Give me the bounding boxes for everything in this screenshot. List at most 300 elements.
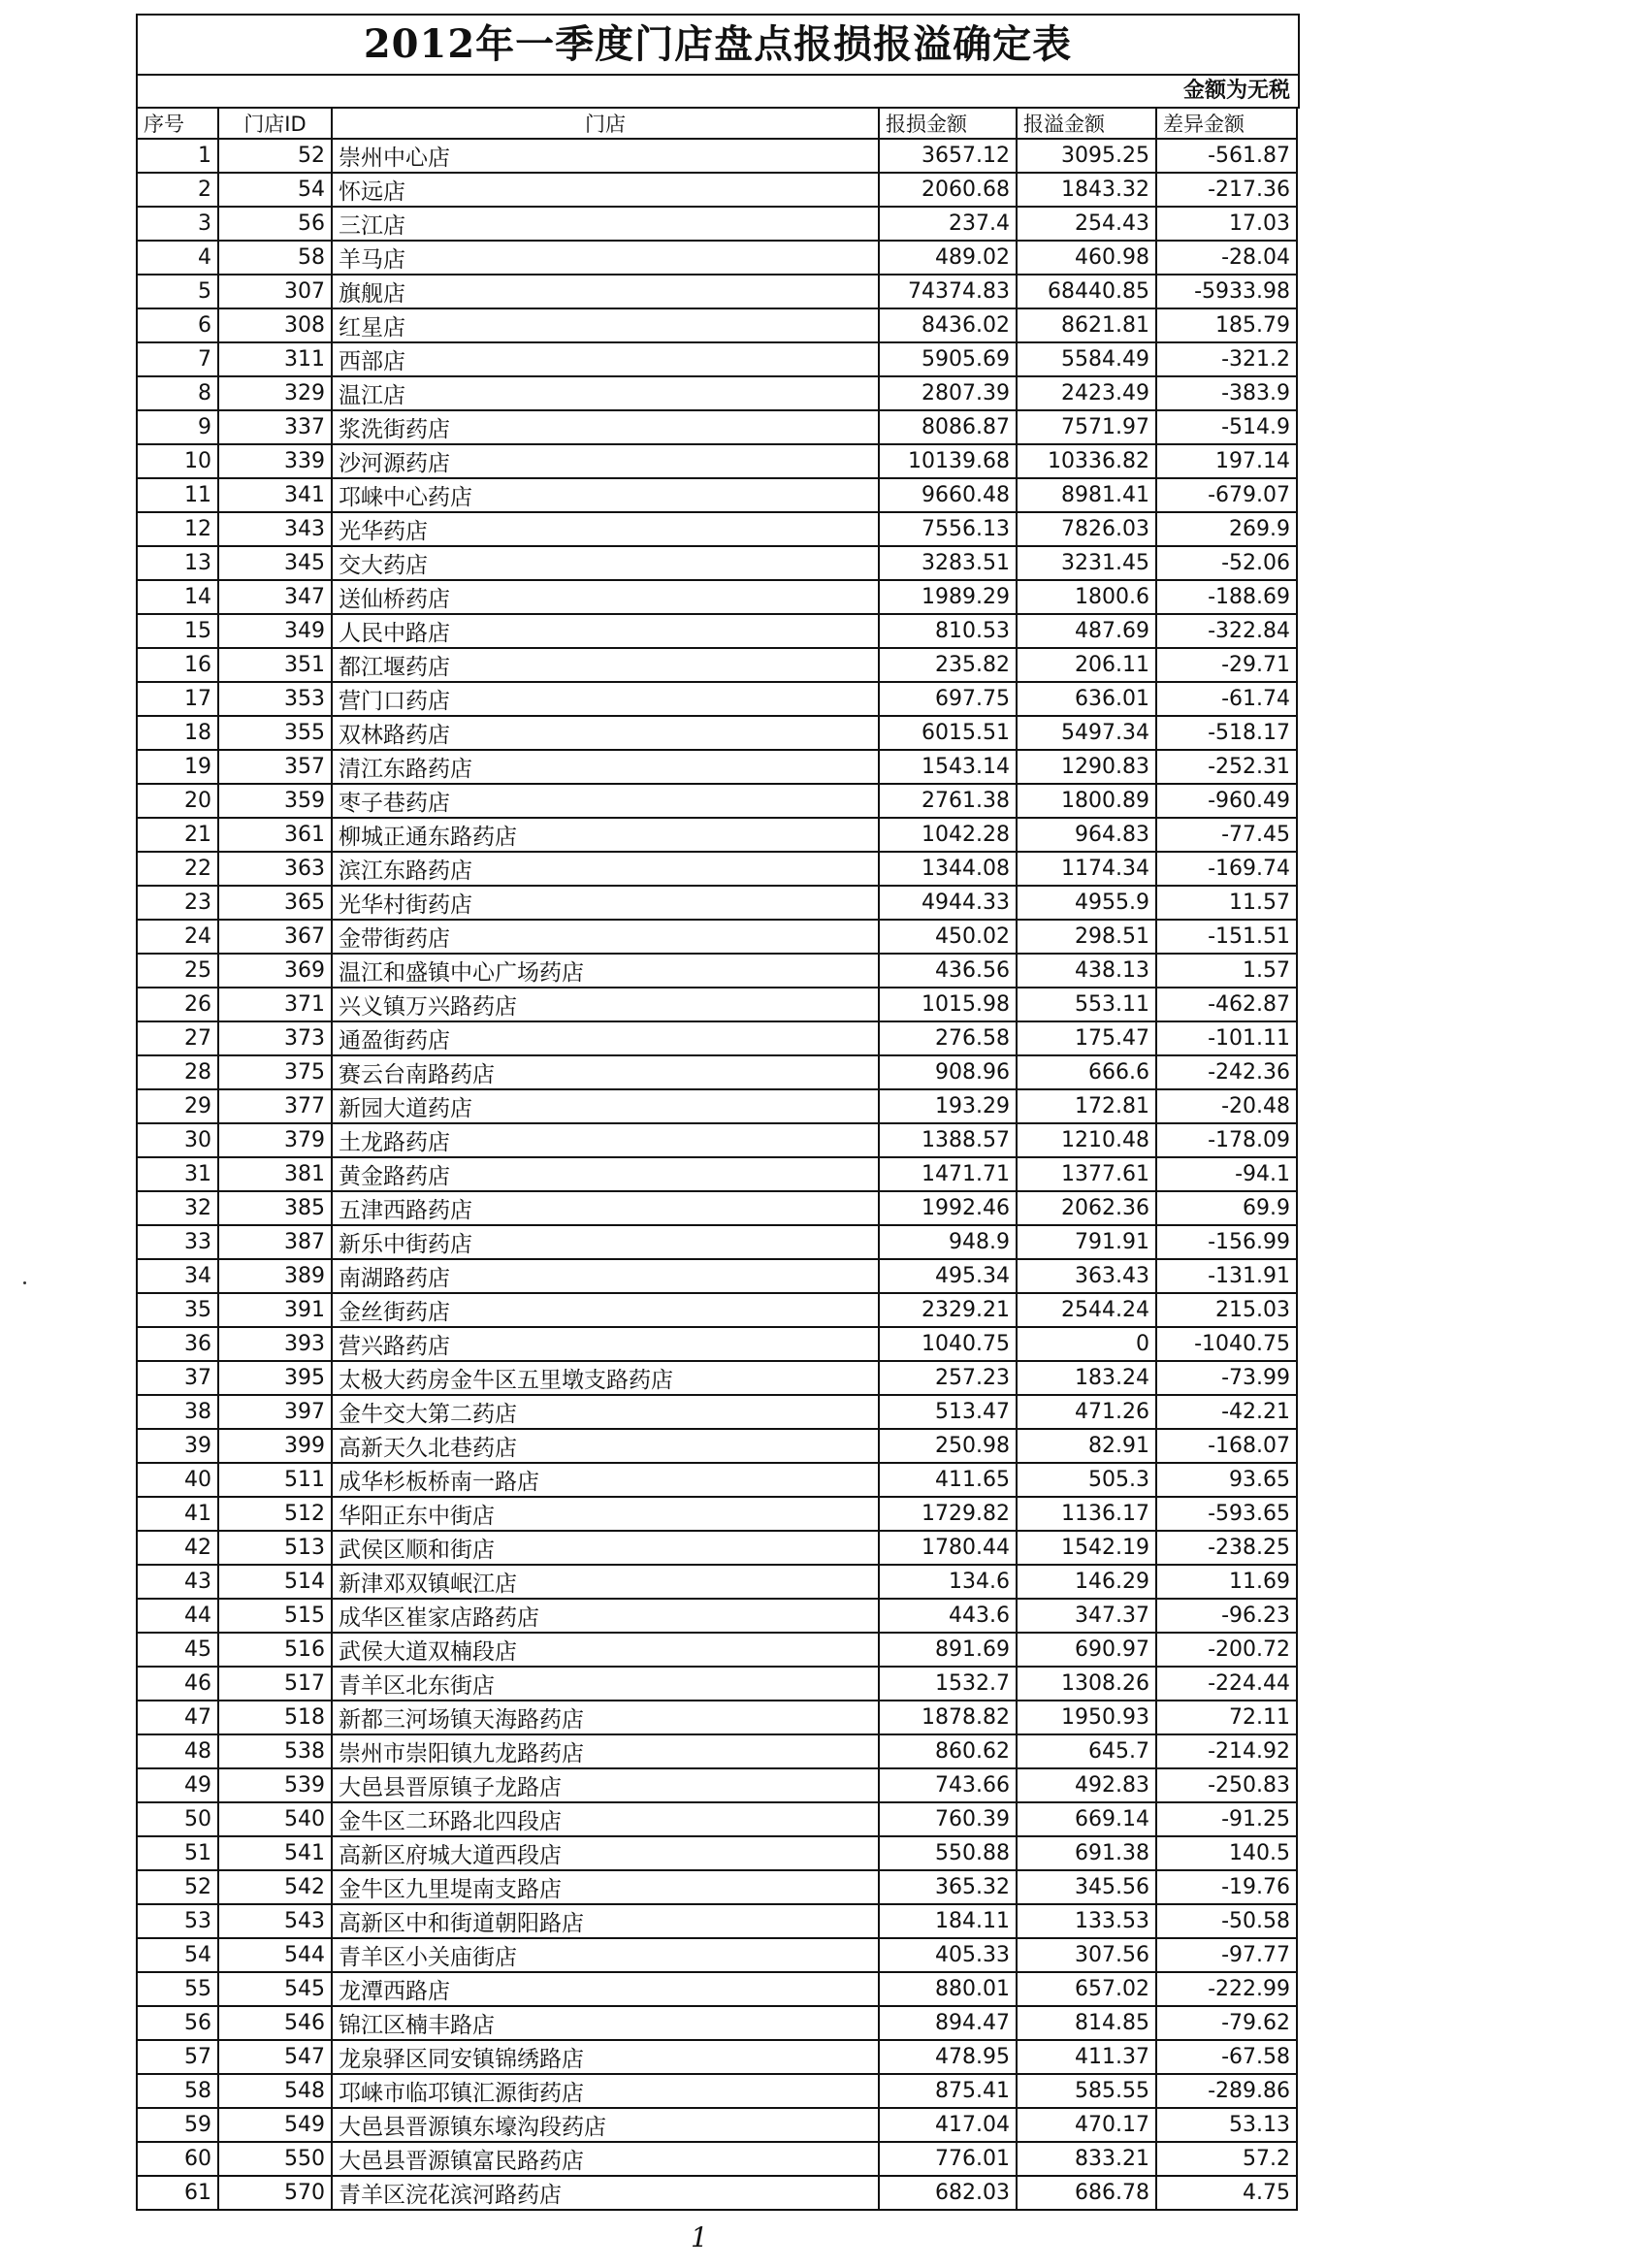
cell-seq: 26: [137, 988, 218, 1021]
cell-store-name: 武侯区顺和街店: [332, 1531, 879, 1565]
cell-diff-amount: 185.79: [1156, 308, 1297, 342]
cell-gain-amount: 553.11: [1017, 988, 1156, 1021]
cell-gain-amount: 1290.83: [1017, 750, 1156, 784]
cell-store-id: 355: [218, 716, 332, 750]
cell-diff-amount: -5933.98: [1156, 275, 1297, 308]
cell-loss-amount: 2060.68: [879, 173, 1017, 207]
cell-store-name: 红星店: [332, 308, 879, 342]
cell-store-id: 395: [218, 1361, 332, 1395]
cell-store-id: 373: [218, 1021, 332, 1055]
cell-store-id: 512: [218, 1497, 332, 1531]
cell-seq: 12: [137, 512, 218, 546]
cell-seq: 17: [137, 682, 218, 716]
cell-diff-amount: -1040.75: [1156, 1327, 1297, 1361]
cell-diff-amount: -77.45: [1156, 818, 1297, 852]
cell-diff-amount: -383.9: [1156, 376, 1297, 410]
cell-loss-amount: 489.02: [879, 241, 1017, 275]
table-row: [137, 1293, 1297, 1327]
cell-seq: 21: [137, 818, 218, 852]
cell-loss-amount: 443.6: [879, 1599, 1017, 1633]
cell-seq: 61: [137, 2176, 218, 2210]
cell-diff-amount: -188.69: [1156, 580, 1297, 614]
scan-mark: [23, 1281, 26, 1284]
cell-store-name: 羊马店: [332, 241, 879, 275]
cell-store-id: 514: [218, 1565, 332, 1599]
table-row: [137, 275, 1297, 308]
cell-gain-amount: 471.26: [1017, 1395, 1156, 1429]
cell-store-name: 浆洗街药店: [332, 410, 879, 444]
cell-seq: 47: [137, 1701, 218, 1734]
cell-diff-amount: -101.11: [1156, 1021, 1297, 1055]
cell-gain-amount: 68440.85: [1017, 275, 1156, 308]
cell-store-name: 枣子巷药店: [332, 784, 879, 818]
cell-diff-amount: -151.51: [1156, 920, 1297, 954]
table-row: [137, 342, 1297, 376]
cell-store-name: 土龙路药店: [332, 1123, 879, 1157]
table-row: [137, 852, 1297, 886]
cell-seq: 19: [137, 750, 218, 784]
cell-diff-amount: -518.17: [1156, 716, 1297, 750]
cell-store-name: 华阳正东中街店: [332, 1497, 879, 1531]
cell-loss-amount: 8086.87: [879, 410, 1017, 444]
table-row: [137, 818, 1297, 852]
cell-seq: 13: [137, 546, 218, 580]
cell-diff-amount: 69.9: [1156, 1191, 1297, 1225]
cell-store-name: 温江店: [332, 376, 879, 410]
cell-diff-amount: -91.25: [1156, 1802, 1297, 1836]
cell-seq: 43: [137, 1565, 218, 1599]
cell-diff-amount: -94.1: [1156, 1157, 1297, 1191]
cell-diff-amount: -561.87: [1156, 139, 1297, 173]
table-row: [137, 376, 1297, 410]
unit-note: 金额为无税: [138, 76, 1298, 109]
cell-gain-amount: 1174.34: [1017, 852, 1156, 886]
table-row: [137, 920, 1297, 954]
cell-loss-amount: 1388.57: [879, 1123, 1017, 1157]
cell-diff-amount: 11.69: [1156, 1565, 1297, 1599]
cell-loss-amount: 760.39: [879, 1802, 1017, 1836]
cell-seq: 23: [137, 886, 218, 920]
cell-seq: 32: [137, 1191, 218, 1225]
cell-diff-amount: 57.2: [1156, 2142, 1297, 2176]
cell-store-id: 308: [218, 308, 332, 342]
table-row: [137, 1870, 1297, 1904]
cell-diff-amount: -217.36: [1156, 173, 1297, 207]
cell-diff-amount: -960.49: [1156, 784, 1297, 818]
cell-store-id: 570: [218, 2176, 332, 2210]
cell-diff-amount: -224.44: [1156, 1667, 1297, 1701]
cell-store-id: 548: [218, 2074, 332, 2108]
cell-store-id: 517: [218, 1667, 332, 1701]
cell-gain-amount: 172.81: [1017, 1089, 1156, 1123]
cell-gain-amount: 5584.49: [1017, 342, 1156, 376]
cell-diff-amount: 4.75: [1156, 2176, 1297, 2210]
cell-store-id: 345: [218, 546, 332, 580]
cell-diff-amount: -178.09: [1156, 1123, 1297, 1157]
cell-store-name: 营门口药店: [332, 682, 879, 716]
cell-store-name: 龙潭西路店: [332, 1972, 879, 2006]
cell-loss-amount: 1015.98: [879, 988, 1017, 1021]
cell-loss-amount: 1344.08: [879, 852, 1017, 886]
cell-store-id: 371: [218, 988, 332, 1021]
cell-gain-amount: 1843.32: [1017, 173, 1156, 207]
table-row: [137, 1259, 1297, 1293]
cell-loss-amount: 10139.68: [879, 444, 1017, 478]
table-row: [137, 1055, 1297, 1089]
cell-store-name: 兴义镇万兴路药店: [332, 988, 879, 1021]
column-header-gain: 报溢金额: [1017, 108, 1156, 139]
cell-seq: 55: [137, 1972, 218, 2006]
cell-seq: 56: [137, 2006, 218, 2040]
column-header-diff: 差异金额: [1156, 108, 1297, 139]
cell-store-name: 三江店: [332, 207, 879, 241]
cell-store-name: 大邑县晋源镇东壕沟段药店: [332, 2108, 879, 2142]
cell-gain-amount: 3095.25: [1017, 139, 1156, 173]
cell-store-id: 385: [218, 1191, 332, 1225]
cell-seq: 36: [137, 1327, 218, 1361]
cell-store-name: 成华杉板桥南一路店: [332, 1463, 879, 1497]
cell-store-id: 375: [218, 1055, 332, 1089]
table-row: [137, 1327, 1297, 1361]
table-row: [137, 750, 1297, 784]
cell-store-id: 389: [218, 1259, 332, 1293]
cell-seq: 53: [137, 1904, 218, 1938]
cell-loss-amount: 682.03: [879, 2176, 1017, 2210]
cell-gain-amount: 206.11: [1017, 648, 1156, 682]
cell-store-name: 怀远店: [332, 173, 879, 207]
cell-seq: 6: [137, 308, 218, 342]
cell-loss-amount: 6015.51: [879, 716, 1017, 750]
cell-store-name: 崇州市崇阳镇九龙路药店: [332, 1734, 879, 1768]
cell-diff-amount: -322.84: [1156, 614, 1297, 648]
table-row: [137, 1191, 1297, 1225]
table-row: [137, 1734, 1297, 1768]
cell-diff-amount: -97.77: [1156, 1938, 1297, 1972]
table-row: [137, 886, 1297, 920]
cell-seq: 42: [137, 1531, 218, 1565]
cell-store-name: 武侯大道双楠段店: [332, 1633, 879, 1667]
cell-seq: 24: [137, 920, 218, 954]
cell-seq: 5: [137, 275, 218, 308]
cell-seq: 28: [137, 1055, 218, 1089]
cell-loss-amount: 1878.82: [879, 1701, 1017, 1734]
cell-gain-amount: 1210.48: [1017, 1123, 1156, 1157]
cell-seq: 40: [137, 1463, 218, 1497]
cell-seq: 60: [137, 2142, 218, 2176]
cell-gain-amount: 1377.61: [1017, 1157, 1156, 1191]
cell-seq: 52: [137, 1870, 218, 1904]
cell-store-id: 540: [218, 1802, 332, 1836]
cell-store-name: 通盈街药店: [332, 1021, 879, 1055]
table-row: [137, 2108, 1297, 2142]
cell-gain-amount: 1800.6: [1017, 580, 1156, 614]
cell-loss-amount: 134.6: [879, 1565, 1017, 1599]
table-row: [137, 410, 1297, 444]
table-row: [137, 1429, 1297, 1463]
cell-store-id: 363: [218, 852, 332, 886]
cell-seq: 38: [137, 1395, 218, 1429]
cell-store-id: 545: [218, 1972, 332, 2006]
cell-store-name: 交大药店: [332, 546, 879, 580]
cell-seq: 58: [137, 2074, 218, 2108]
table-row: [137, 478, 1297, 512]
cell-store-id: 367: [218, 920, 332, 954]
cell-store-name: 双林路药店: [332, 716, 879, 750]
cell-store-name: 金带街药店: [332, 920, 879, 954]
cell-store-name: 人民中路店: [332, 614, 879, 648]
table-row: [137, 682, 1297, 716]
cell-store-id: 381: [218, 1157, 332, 1191]
cell-seq: 30: [137, 1123, 218, 1157]
table-row: [137, 784, 1297, 818]
table-row: [137, 546, 1297, 580]
cell-seq: 34: [137, 1259, 218, 1293]
cell-store-name: 温江和盛镇中心广场药店: [332, 954, 879, 988]
cell-diff-amount: -679.07: [1156, 478, 1297, 512]
cell-store-name: 沙河源药店: [332, 444, 879, 478]
cell-store-name: 青羊区小关庙街店: [332, 1938, 879, 1972]
cell-diff-amount: -252.31: [1156, 750, 1297, 784]
cell-store-name: 赛云台南路药店: [332, 1055, 879, 1089]
cell-store-name: 青羊区浣花滨河路药店: [332, 2176, 879, 2210]
cell-seq: 57: [137, 2040, 218, 2074]
cell-gain-amount: 4955.9: [1017, 886, 1156, 920]
cell-store-id: 307: [218, 275, 332, 308]
table-body: [137, 139, 1297, 2210]
cell-gain-amount: 470.17: [1017, 2108, 1156, 2142]
cell-store-name: 南湖路药店: [332, 1259, 879, 1293]
cell-store-name: 龙泉驿区同安镇锦绣路店: [332, 2040, 879, 2074]
cell-store-id: 544: [218, 1938, 332, 1972]
cell-store-id: 546: [218, 2006, 332, 2040]
cell-store-name: 邛崃市临邛镇汇源街药店: [332, 2074, 879, 2108]
cell-seq: 27: [137, 1021, 218, 1055]
cell-gain-amount: 657.02: [1017, 1972, 1156, 2006]
cell-gain-amount: 7826.03: [1017, 512, 1156, 546]
cell-gain-amount: 254.43: [1017, 207, 1156, 241]
cell-store-id: 538: [218, 1734, 332, 1768]
cell-diff-amount: -169.74: [1156, 852, 1297, 886]
cell-diff-amount: -250.83: [1156, 1768, 1297, 1802]
cell-store-name: 金牛区九里堤南支路店: [332, 1870, 879, 1904]
cell-loss-amount: 1040.75: [879, 1327, 1017, 1361]
cell-loss-amount: 5905.69: [879, 342, 1017, 376]
cell-seq: 20: [137, 784, 218, 818]
cell-store-id: 343: [218, 512, 332, 546]
cell-gain-amount: 298.51: [1017, 920, 1156, 954]
cell-loss-amount: 276.58: [879, 1021, 1017, 1055]
cell-store-name: 金牛交大第二药店: [332, 1395, 879, 1429]
cell-gain-amount: 345.56: [1017, 1870, 1156, 1904]
column-header-store-id: 门店ID: [218, 108, 332, 139]
table-row: [137, 1565, 1297, 1599]
cell-loss-amount: 880.01: [879, 1972, 1017, 2006]
cell-loss-amount: 1729.82: [879, 1497, 1017, 1531]
cell-loss-amount: 495.34: [879, 1259, 1017, 1293]
cell-store-id: 361: [218, 818, 332, 852]
cell-store-name: 新乐中街药店: [332, 1225, 879, 1259]
cell-store-name: 清江东路药店: [332, 750, 879, 784]
table-row: [137, 308, 1297, 342]
cell-diff-amount: -29.71: [1156, 648, 1297, 682]
table-row: [137, 1021, 1297, 1055]
table-row: [137, 954, 1297, 988]
header-row: [137, 108, 1297, 139]
table-row: [137, 1904, 1297, 1938]
cell-store-id: 539: [218, 1768, 332, 1802]
cell-gain-amount: 2423.49: [1017, 376, 1156, 410]
cell-store-id: 391: [218, 1293, 332, 1327]
cell-store-id: 347: [218, 580, 332, 614]
cell-loss-amount: 3283.51: [879, 546, 1017, 580]
cell-store-id: 547: [218, 2040, 332, 2074]
cell-diff-amount: 140.5: [1156, 1836, 1297, 1870]
cell-seq: 35: [137, 1293, 218, 1327]
cell-diff-amount: 72.11: [1156, 1701, 1297, 1734]
cell-diff-amount: -20.48: [1156, 1089, 1297, 1123]
cell-store-id: 54: [218, 173, 332, 207]
cell-loss-amount: 250.98: [879, 1429, 1017, 1463]
cell-gain-amount: 636.01: [1017, 682, 1156, 716]
cell-store-id: 549: [218, 2108, 332, 2142]
cell-seq: 54: [137, 1938, 218, 1972]
cell-seq: 25: [137, 954, 218, 988]
cell-store-name: 西部店: [332, 342, 879, 376]
cell-store-id: 541: [218, 1836, 332, 1870]
cell-gain-amount: 2062.36: [1017, 1191, 1156, 1225]
table-row: [137, 1531, 1297, 1565]
table-row: [137, 2074, 1297, 2108]
cell-loss-amount: 411.65: [879, 1463, 1017, 1497]
cell-loss-amount: 417.04: [879, 2108, 1017, 2142]
cell-store-id: 379: [218, 1123, 332, 1157]
cell-gain-amount: 1308.26: [1017, 1667, 1156, 1701]
cell-store-name: 高新区中和街道朝阳路店: [332, 1904, 879, 1938]
table-row: [137, 1972, 1297, 2006]
cell-seq: 49: [137, 1768, 218, 1802]
cell-store-id: 397: [218, 1395, 332, 1429]
cell-diff-amount: 215.03: [1156, 1293, 1297, 1327]
cell-store-name: 大邑县晋原镇子龙路店: [332, 1768, 879, 1802]
cell-store-id: 377: [218, 1089, 332, 1123]
cell-loss-amount: 810.53: [879, 614, 1017, 648]
cell-gain-amount: 1136.17: [1017, 1497, 1156, 1531]
cell-seq: 44: [137, 1599, 218, 1633]
cell-gain-amount: 833.21: [1017, 2142, 1156, 2176]
table-row: [137, 1361, 1297, 1395]
cell-seq: 29: [137, 1089, 218, 1123]
cell-diff-amount: -61.74: [1156, 682, 1297, 716]
cell-seq: 39: [137, 1429, 218, 1463]
cell-store-id: 311: [218, 342, 332, 376]
cell-store-name: 旗舰店: [332, 275, 879, 308]
page-title: 2012年一季度门店盘点报损报溢确定表: [138, 16, 1298, 76]
cell-seq: 8: [137, 376, 218, 410]
cell-gain-amount: 0: [1017, 1327, 1156, 1361]
cell-seq: 18: [137, 716, 218, 750]
table-row: [137, 512, 1297, 546]
cell-loss-amount: 4944.33: [879, 886, 1017, 920]
cell-loss-amount: 776.01: [879, 2142, 1017, 2176]
cell-store-id: 399: [218, 1429, 332, 1463]
cell-seq: 15: [137, 614, 218, 648]
cell-loss-amount: 1471.71: [879, 1157, 1017, 1191]
cell-store-name: 大邑县晋源镇富民路药店: [332, 2142, 879, 2176]
table-row: [137, 173, 1297, 207]
cell-store-id: 359: [218, 784, 332, 818]
cell-loss-amount: 550.88: [879, 1836, 1017, 1870]
cell-loss-amount: 193.29: [879, 1089, 1017, 1123]
cell-diff-amount: -514.9: [1156, 410, 1297, 444]
cell-diff-amount: -321.2: [1156, 342, 1297, 376]
cell-seq: 16: [137, 648, 218, 682]
table-row: [137, 2040, 1297, 2074]
cell-gain-amount: 347.37: [1017, 1599, 1156, 1633]
table-row: [137, 1463, 1297, 1497]
cell-store-id: 387: [218, 1225, 332, 1259]
cell-gain-amount: 3231.45: [1017, 546, 1156, 580]
cell-gain-amount: 1950.93: [1017, 1701, 1156, 1734]
cell-gain-amount: 505.3: [1017, 1463, 1156, 1497]
cell-loss-amount: 1543.14: [879, 750, 1017, 784]
cell-seq: 45: [137, 1633, 218, 1667]
cell-loss-amount: 9660.48: [879, 478, 1017, 512]
cell-gain-amount: 10336.82: [1017, 444, 1156, 478]
table-row: [137, 1225, 1297, 1259]
cell-loss-amount: 7556.13: [879, 512, 1017, 546]
cell-loss-amount: 948.9: [879, 1225, 1017, 1259]
cell-diff-amount: -593.65: [1156, 1497, 1297, 1531]
cell-gain-amount: 363.43: [1017, 1259, 1156, 1293]
cell-gain-amount: 814.85: [1017, 2006, 1156, 2040]
cell-diff-amount: -200.72: [1156, 1633, 1297, 1667]
cell-gain-amount: 492.83: [1017, 1768, 1156, 1802]
cell-gain-amount: 8621.81: [1017, 308, 1156, 342]
cell-store-name: 崇州中心店: [332, 139, 879, 173]
cell-gain-amount: 411.37: [1017, 2040, 1156, 2074]
cell-store-id: 337: [218, 410, 332, 444]
cell-diff-amount: -214.92: [1156, 1734, 1297, 1768]
cell-store-id: 515: [218, 1599, 332, 1633]
table-row: [137, 241, 1297, 275]
cell-gain-amount: 669.14: [1017, 1802, 1156, 1836]
cell-seq: 4: [137, 241, 218, 275]
cell-loss-amount: 2329.21: [879, 1293, 1017, 1327]
cell-loss-amount: 184.11: [879, 1904, 1017, 1938]
cell-gain-amount: 146.29: [1017, 1565, 1156, 1599]
cell-gain-amount: 487.69: [1017, 614, 1156, 648]
cell-loss-amount: 3657.12: [879, 139, 1017, 173]
cell-loss-amount: 743.66: [879, 1768, 1017, 1802]
cell-diff-amount: -73.99: [1156, 1361, 1297, 1395]
column-header-loss: 报损金额: [879, 108, 1017, 139]
cell-seq: 9: [137, 410, 218, 444]
cell-seq: 2: [137, 173, 218, 207]
cell-gain-amount: 686.78: [1017, 2176, 1156, 2210]
cell-store-name: 滨江东路药店: [332, 852, 879, 886]
cell-diff-amount: -222.99: [1156, 1972, 1297, 2006]
cell-store-id: 542: [218, 1870, 332, 1904]
cell-gain-amount: 175.47: [1017, 1021, 1156, 1055]
cell-store-id: 52: [218, 139, 332, 173]
table-row: [137, 1089, 1297, 1123]
cell-seq: 22: [137, 852, 218, 886]
cell-gain-amount: 8981.41: [1017, 478, 1156, 512]
cell-seq: 1: [137, 139, 218, 173]
cell-loss-amount: 1532.7: [879, 1667, 1017, 1701]
cell-store-id: 513: [218, 1531, 332, 1565]
cell-seq: 59: [137, 2108, 218, 2142]
